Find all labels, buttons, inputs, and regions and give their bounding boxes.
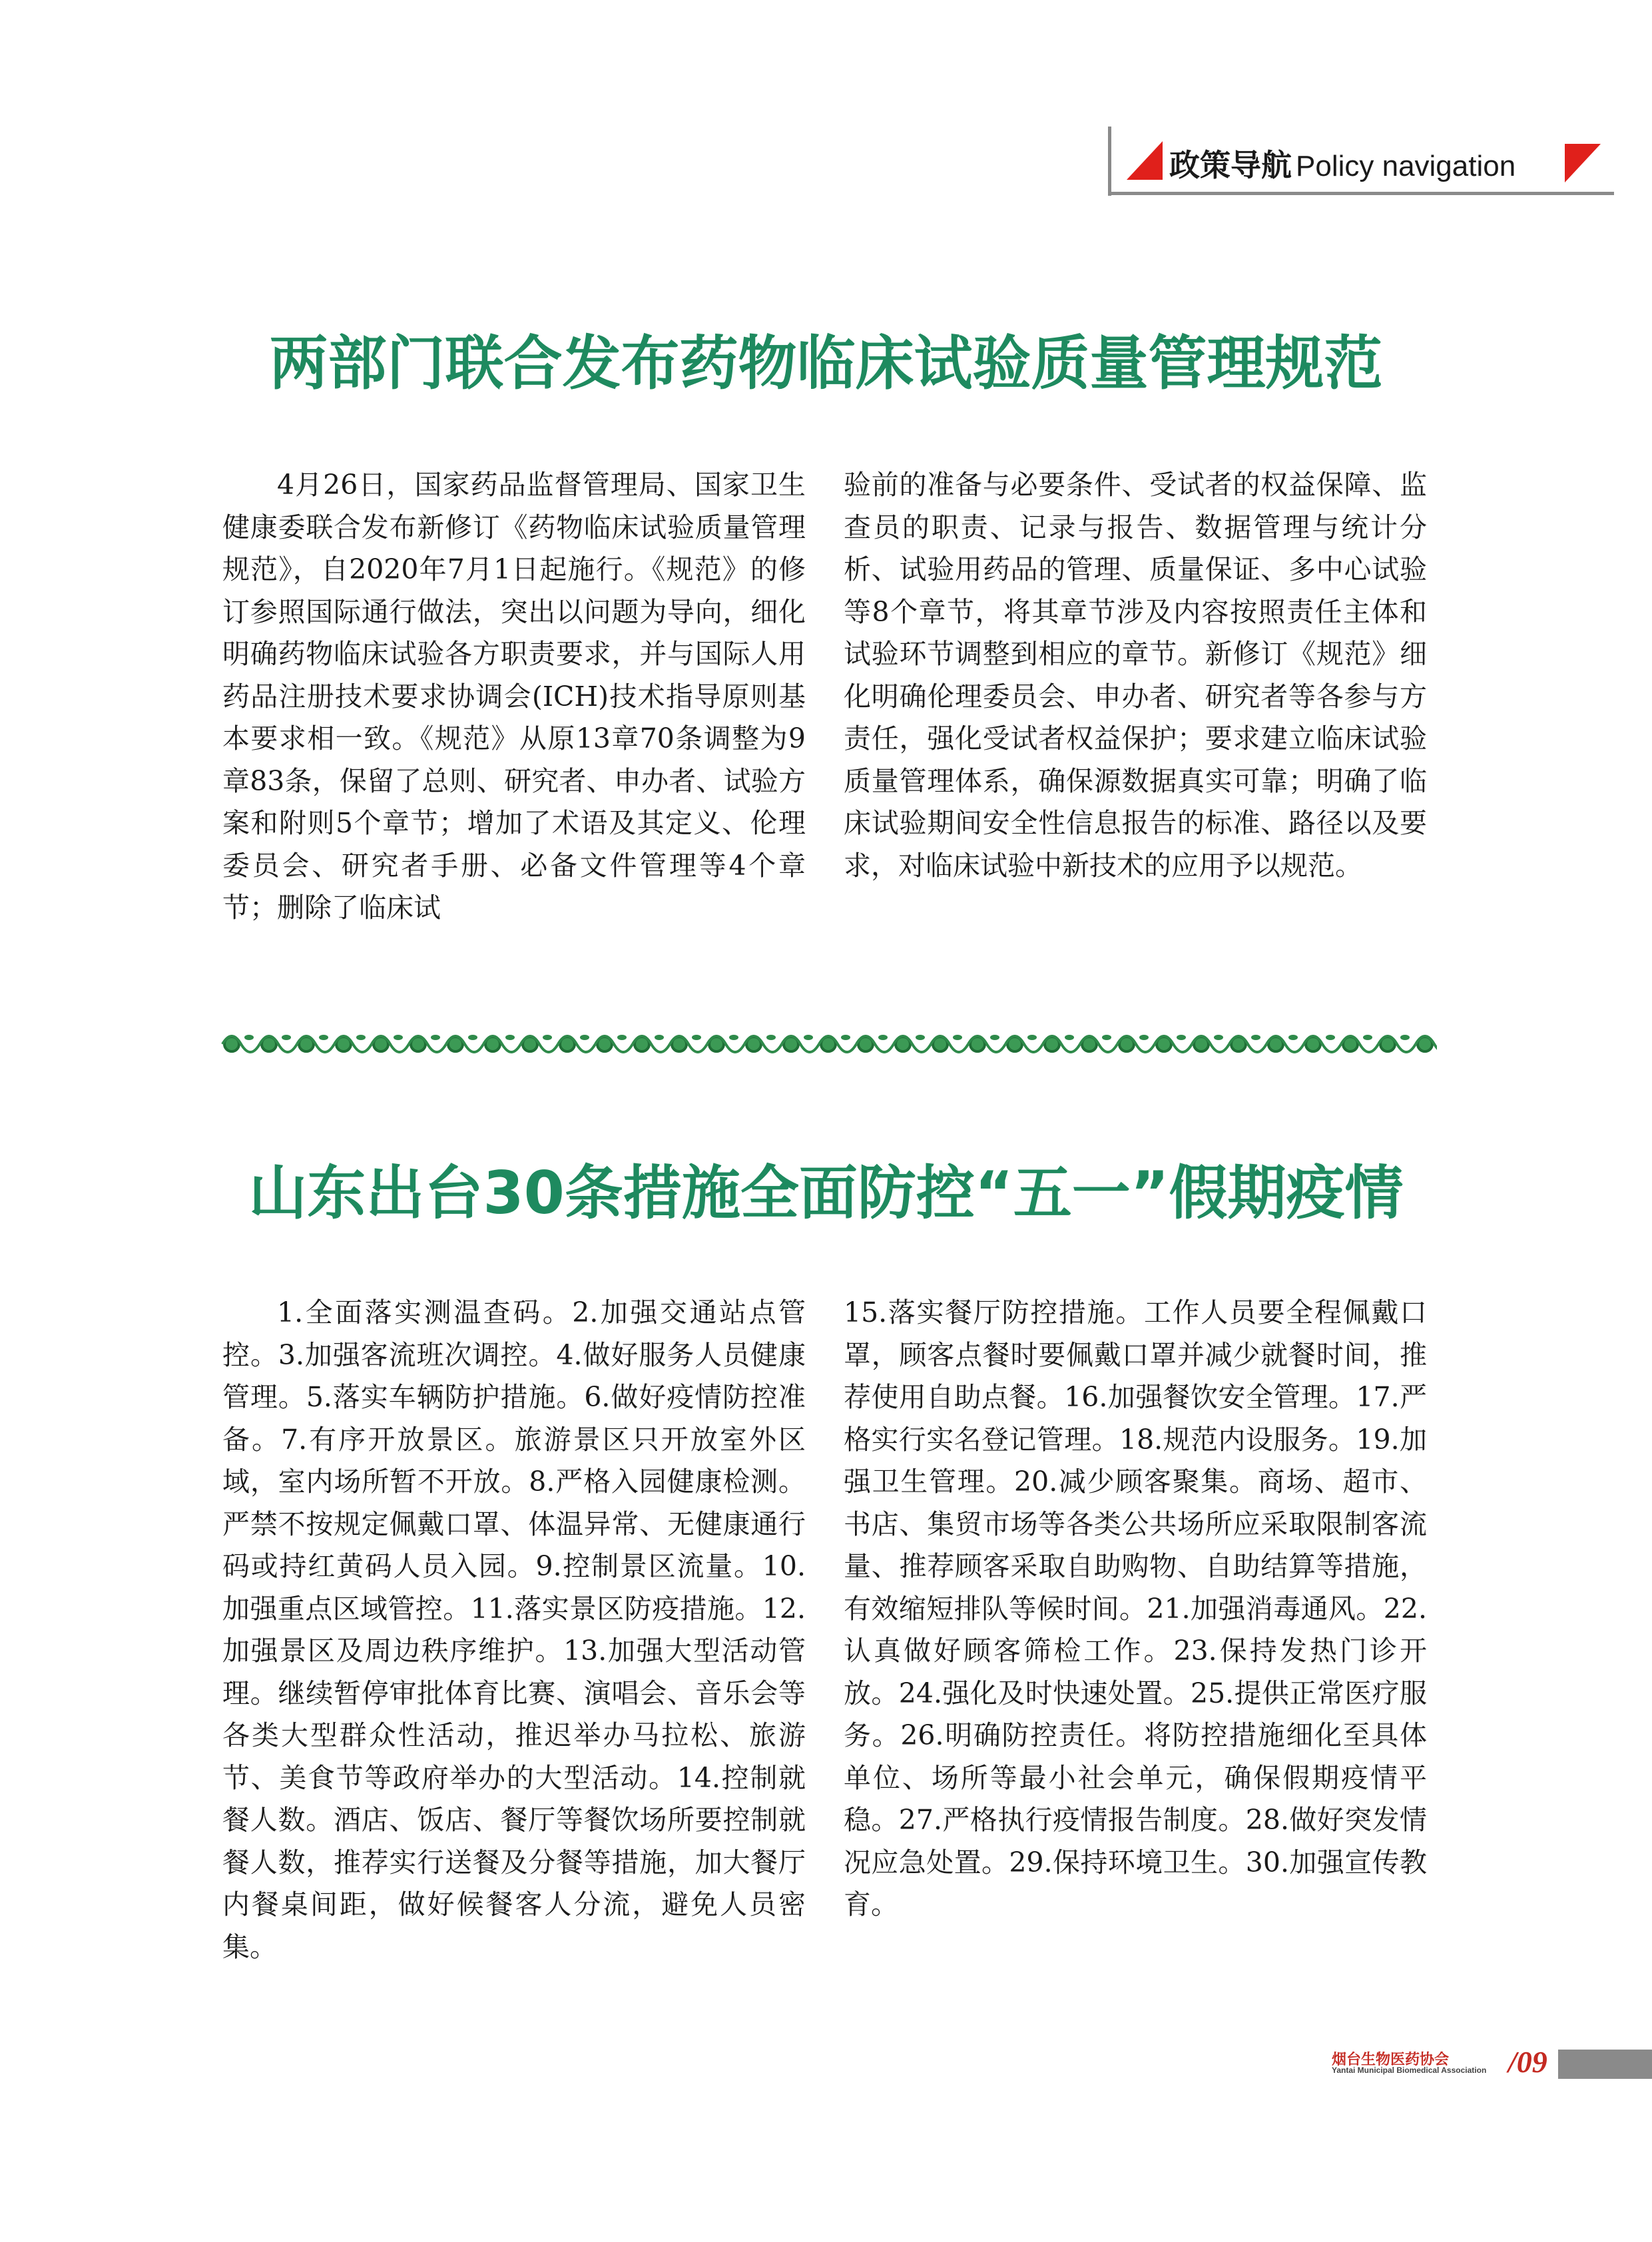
footer-org-en: Yantai Municipal Biomedical Association — [1332, 2066, 1487, 2075]
section-title — [1169, 141, 1515, 185]
article1-title: 两部门联合发布药物临床试验质量管理规范 — [269, 329, 1383, 398]
header-vertical-rule — [1108, 127, 1111, 196]
article2-paragraph-2: 15.落实餐厅防控措施。工作人员要全程佩戴口罩，顾客点餐时要佩戴口罩并减少就餐时间，推荐使用自助点餐。16.加强餐饮安全管理。17.严格实行实名登记管理。18.规范内设服务。19.加强卫生管理。20.减少顾客聚集。商场、超市、书店、集贸市场等各类公共场所应采取限制客流量、推荐顾客采取自助购物、自助结算等措施，有效缩短排队等候时间。21.加强消毒通风。22.认真做好顾客筛检工作。23.保持发热门诊开放。24.强化及时快速处置。25.提供正常医疗服务。26.明确防控责任。将防控措施细化至具体单位、场所等最小社会单元，确保假期疫情平稳。27.严格执行疫情报告制度。28.做好突发情况应急处置。29.保持环境卫生。30.加强宣传教育。 — [844, 1296, 1427, 1920]
article2-column-left — [222, 1292, 806, 1968]
section-title-cn: 政策导航 — [1169, 147, 1292, 183]
page-footer — [1332, 2046, 1652, 2083]
page-number: /09 — [1508, 2045, 1547, 2079]
red-triangle-right-icon — [1565, 144, 1601, 182]
article1-column-left — [222, 464, 806, 930]
section-header — [1108, 127, 1614, 196]
section-title-en: Policy navigation — [1296, 150, 1516, 182]
article2-title: 山东出台30条措施全面防控“五一”假期疫情 — [248, 1159, 1404, 1227]
article2-column-right — [844, 1292, 1427, 1926]
article1-paragraph-2: 验前的准备与必要条件、受试者的权益保障、监查员的职责、记录与报告、数据管理与统计分析、试验用药品的管理、质量保证、多中心试验等8个章节，将其章节涉及内容按照责任主体和试验环节调整到相应的章节。新修订《规范》细化明确伦理委员会、申办者、研究者等各参与方责任，强化受试者权益保护；要求建立临床试验质量管理体系，确保源数据真实可靠；明确了临床试验期间安全性信息报告的标准、路径以及要求，对临床试验中新技术的应用予以规范。 — [844, 469, 1427, 882]
footer-gray-bar — [1558, 2050, 1652, 2079]
red-triangle-left-icon — [1127, 141, 1163, 180]
floral-divider — [213, 1025, 1437, 1063]
article1-column-right — [844, 464, 1427, 887]
article2-paragraph-1: 1.全面落实测温查码。2.加强交通站点管控。3.加强客流班次调控。4.做好服务人员健康管理。5.落实车辆防护措施。6.做好疫情防控准备。7.有序开放景区。旅游景区只开放室外区域，室内场所暂不开放。8.严格入园健康检测。严禁不按规定佩戴口罩、体温异常、无健康通行码或持红黄码人员入园。9.控制景区流量。10.加强重点区域管控。11.落实景区防疫措施。12.加强景区及周边秩序维护。13.加强大型活动管理。继续暂停审批体育比赛、演唱会、音乐会等各类大型群众性活动，推迟举办马拉松、旅游节、美食节等政府举办的大型活动。14.控制就餐人数。酒店、饭店、餐厅等餐饮场所要控制就餐人数，推荐实行送餐及分餐等措施，加大餐厅内餐桌间距，做好候餐客人分流，避免人员密集。 — [222, 1296, 806, 1963]
footer-org-cn: 烟台生物医药协会 — [1332, 2052, 1450, 2068]
header-horizontal-rule — [1108, 192, 1614, 195]
article1-paragraph-1: 4月26日，国家药品监督管理局、国家卫生健康委联合发布新修订《药物临床试验质量管理规范》，自2020年7月1日起施行。《规范》的修订参照国际通行做法，突出以问题为导向，细化明确药物临床试验各方职责要求，并与国际人用药品注册技术要求协调会(ICH)技术指导原则基本要求相一致。《规范》从原13章70条调整为9章83条，保留了总则、研究者、申办者、试验方案和附则5个章节；增加了术语及其定义、伦理委员会、研究者手册、必备文件管理等4个章节；删除了临床试 — [222, 469, 806, 924]
